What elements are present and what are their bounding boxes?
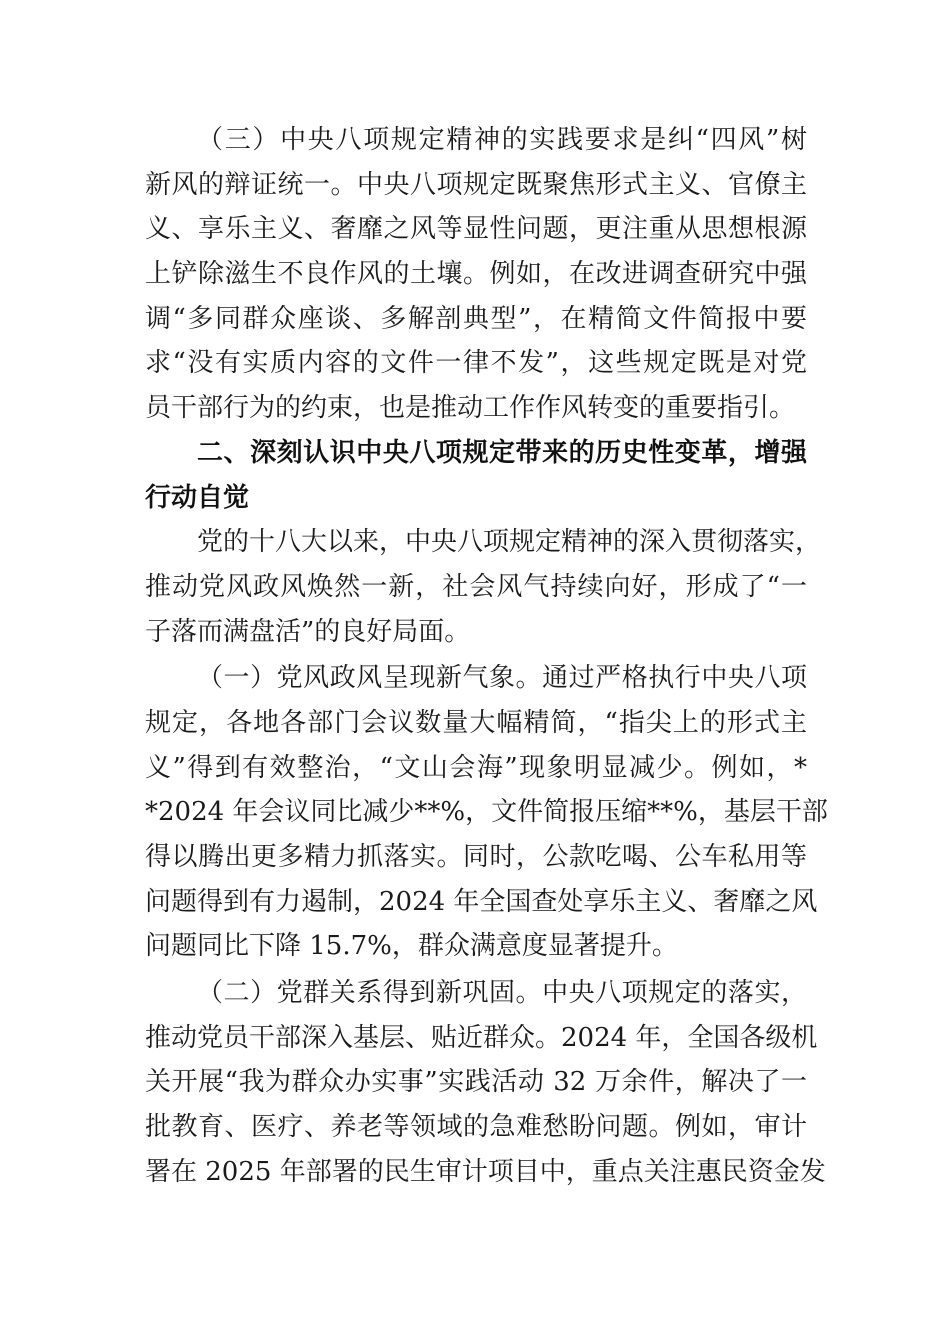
heading-line: 行动自觉 — [145, 482, 250, 513]
text-line: （二）党群关系得到新巩固。中央八项规定的落实， — [197, 978, 807, 1009]
text-line: 员干部行为的约束，也是推动工作作风转变的重要指引。 — [145, 393, 796, 424]
paragraph-party-masses-relations — [145, 971, 826, 1194]
text-line: 义、享乐主义、奢靡之风等显性问题，更注重从思想根源 — [145, 214, 807, 245]
text-line: 规定，各地各部门会议数量大幅精简，“指尖上的形式主 — [145, 707, 807, 738]
paragraph-practice-requirements — [145, 118, 807, 431]
text-line: *2024 年会议同比减少**%，文件简报压缩**%，基层干部 — [145, 797, 828, 828]
text-line: （一）党风政风呈现新气象。通过严格执行中央八项 — [197, 663, 807, 694]
text-line: 得以腾出更多精力抓落实。同时，公款吃喝、公车私用等 — [145, 842, 807, 872]
text-line: 义”得到有效整治，“文山会海”现象明显减少。例如，* — [145, 752, 807, 783]
text-line: 批教育、医疗、养老等领域的急难愁盼问题。例如，审计 — [145, 1112, 807, 1143]
text-line: （三）中央八项规定精神的实践要求是纠“四风”树 — [197, 125, 807, 155]
paragraph-since-18th-congress — [145, 520, 822, 654]
text-line: 问题同比下降 15.7%，群众满意度显著提升。 — [145, 931, 678, 962]
section-heading-two — [145, 431, 807, 520]
text-line: 关开展“我为群众办实事”实践活动 32 万余件，解决了一 — [145, 1067, 807, 1098]
text-line: 上铲除滋生不良作风的土壤。例如，在改进调查研究中强 — [145, 259, 807, 290]
text-line: 问题得到有力遏制，2024 年全国查处享乐主义、奢靡之风 — [145, 886, 818, 917]
text-line: 求“没有实质内容的文件一律不发”，这些规定既是对党 — [145, 348, 807, 379]
text-line: 子落而满盘活”的良好局面。 — [145, 616, 471, 647]
paragraph-party-style-new-look — [145, 656, 828, 969]
text-line: 推动党风政风焕然一新，社会风气持续向好，形成了“一 — [145, 571, 807, 602]
document-page — [145, 118, 828, 1195]
text-line: 调“多同群众座谈、多解剖典型”，在精简文件简报中要 — [145, 303, 807, 334]
text-line: 党的十八大以来，中央八项规定精神的深入贯彻落实， — [197, 527, 822, 558]
text-line: 署在 2025 年部署的民生审计项目中，重点关注惠民资金发 — [145, 1156, 826, 1187]
heading-line: 二、深刻认识中央八项规定带来的历史性变革，增强 — [197, 437, 807, 468]
text-line: 新风的辩证统一。中央八项规定既聚焦形式主义、官僚主 — [145, 169, 807, 200]
text-line: 推动党员干部深入基层、贴近群众。2024 年，全国各级机 — [145, 1022, 818, 1053]
